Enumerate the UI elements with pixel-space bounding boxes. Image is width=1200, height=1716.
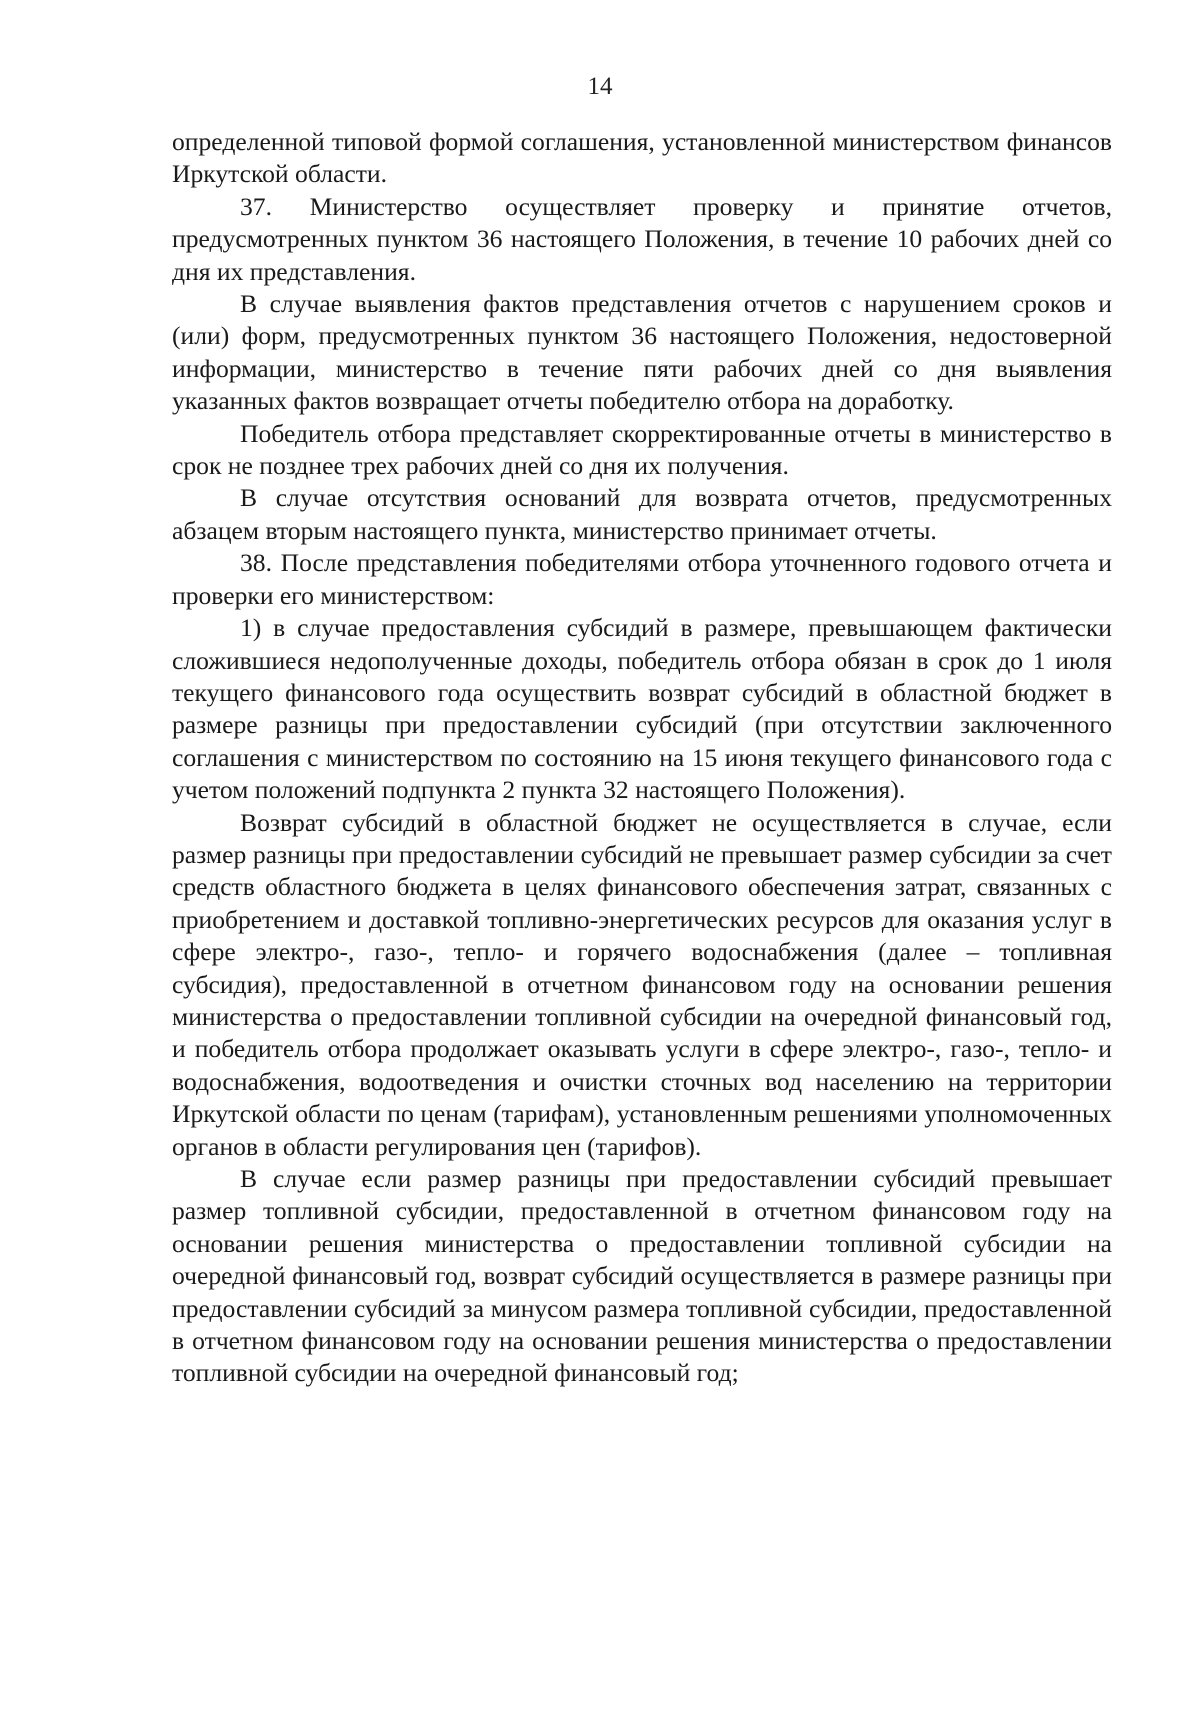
paragraph-report-violations: В случае выявления фактов представления отчетов с нарушением сроков и (или) форм, предусмотренных пунктом 36 настоящего Положения, недостоверной информации, министерство в течение пяти рабочих дней со дня выявления указанных фактов возвращает отчеты победителю отбора на доработку. (172, 289, 1112, 416)
paragraph-corrected-reports: Победитель отбора представляет скорректированные отчеты в министерство в срок не позднее трех рабочих дней со дня их получения. (172, 418, 1112, 481)
paragraph-subitem-1: 1) в случае предоставления субсидий в размере, превышающем фактически сложившиеся недополученные доходы, победитель отбора обязан в срок до 1 июля текущего финансового года осуществить возврат субсидий в областной бюджет в размере разницы при предоставлении субсидий (при отсутствии заключенного соглашения с министерством по состоянию на 15 июня текущего финансового года с учетом положений подпункта 2 пункта 32 настоящего Положения). (172, 613, 1112, 805)
paragraph-item-38: 38. После представления победителями отбора уточненного годового отчета и проверки его министерством: (172, 548, 1112, 610)
paragraph-continuation: определенной типовой формой соглашения, установленной министерством финансов Иркутской области. (172, 127, 1112, 189)
paragraph-reports-accepted: В случае отсутствия оснований для возврата отчетов, предусмотренных абзацем вторым настоящего пункта, министерство принимает отчеты. (172, 483, 1112, 545)
document-body (172, 126, 1112, 1390)
paragraph-no-refund-case: Возврат субсидий в областной бюджет не осуществляется в случае, если размер разницы при предоставлении субсидий не превышает размер субсидии за счет средств областного бюджета в целях финансового обеспечения затрат, связанных с приобретением и доставкой топливно-энергетических ресурсов для оказания услуг в сфере электро-, газо-, тепло- и горячего водоснабжения (далее – топливная субсидия), предоставленной в отчетном финансовом году на основании решения министерства о предоставлении топливной субсидии на очередной финансовый год, и победитель отбора продолжает оказывать услуги в сфере электро-, газо-, тепло- и водоснабжения, водоотведения и очистки сточных вод населению на территории Иркутской области по ценам (тарифам), установленным решениями уполномоченных органов в области регулирования цен (тарифов). (172, 807, 1112, 1161)
paragraph-item-37: 37. Министерство осуществляет проверку и принятие отчетов, предусмотренных пунктом 36 настоящего Положения, в течение 10 рабочих дней со дня их представления. (172, 191, 1112, 286)
paragraph-refund-excess-case: В случае если размер разницы при предоставлении субсидий превышает размер топливной субсидии, предоставленной в отчетном финансовом году на основании решения министерства о предоставлении топливной субсидии на очередной финансовый год, возврат субсидий осуществляется в размере разницы при предоставлении субсидий за минусом размера топливной субсидии, предоставленной в отчетном финансовом году на основании решения министерства о предоставлении топливной субсидии на очередной финансовый год; (172, 1164, 1112, 1388)
page-number: 14 (587, 73, 613, 100)
